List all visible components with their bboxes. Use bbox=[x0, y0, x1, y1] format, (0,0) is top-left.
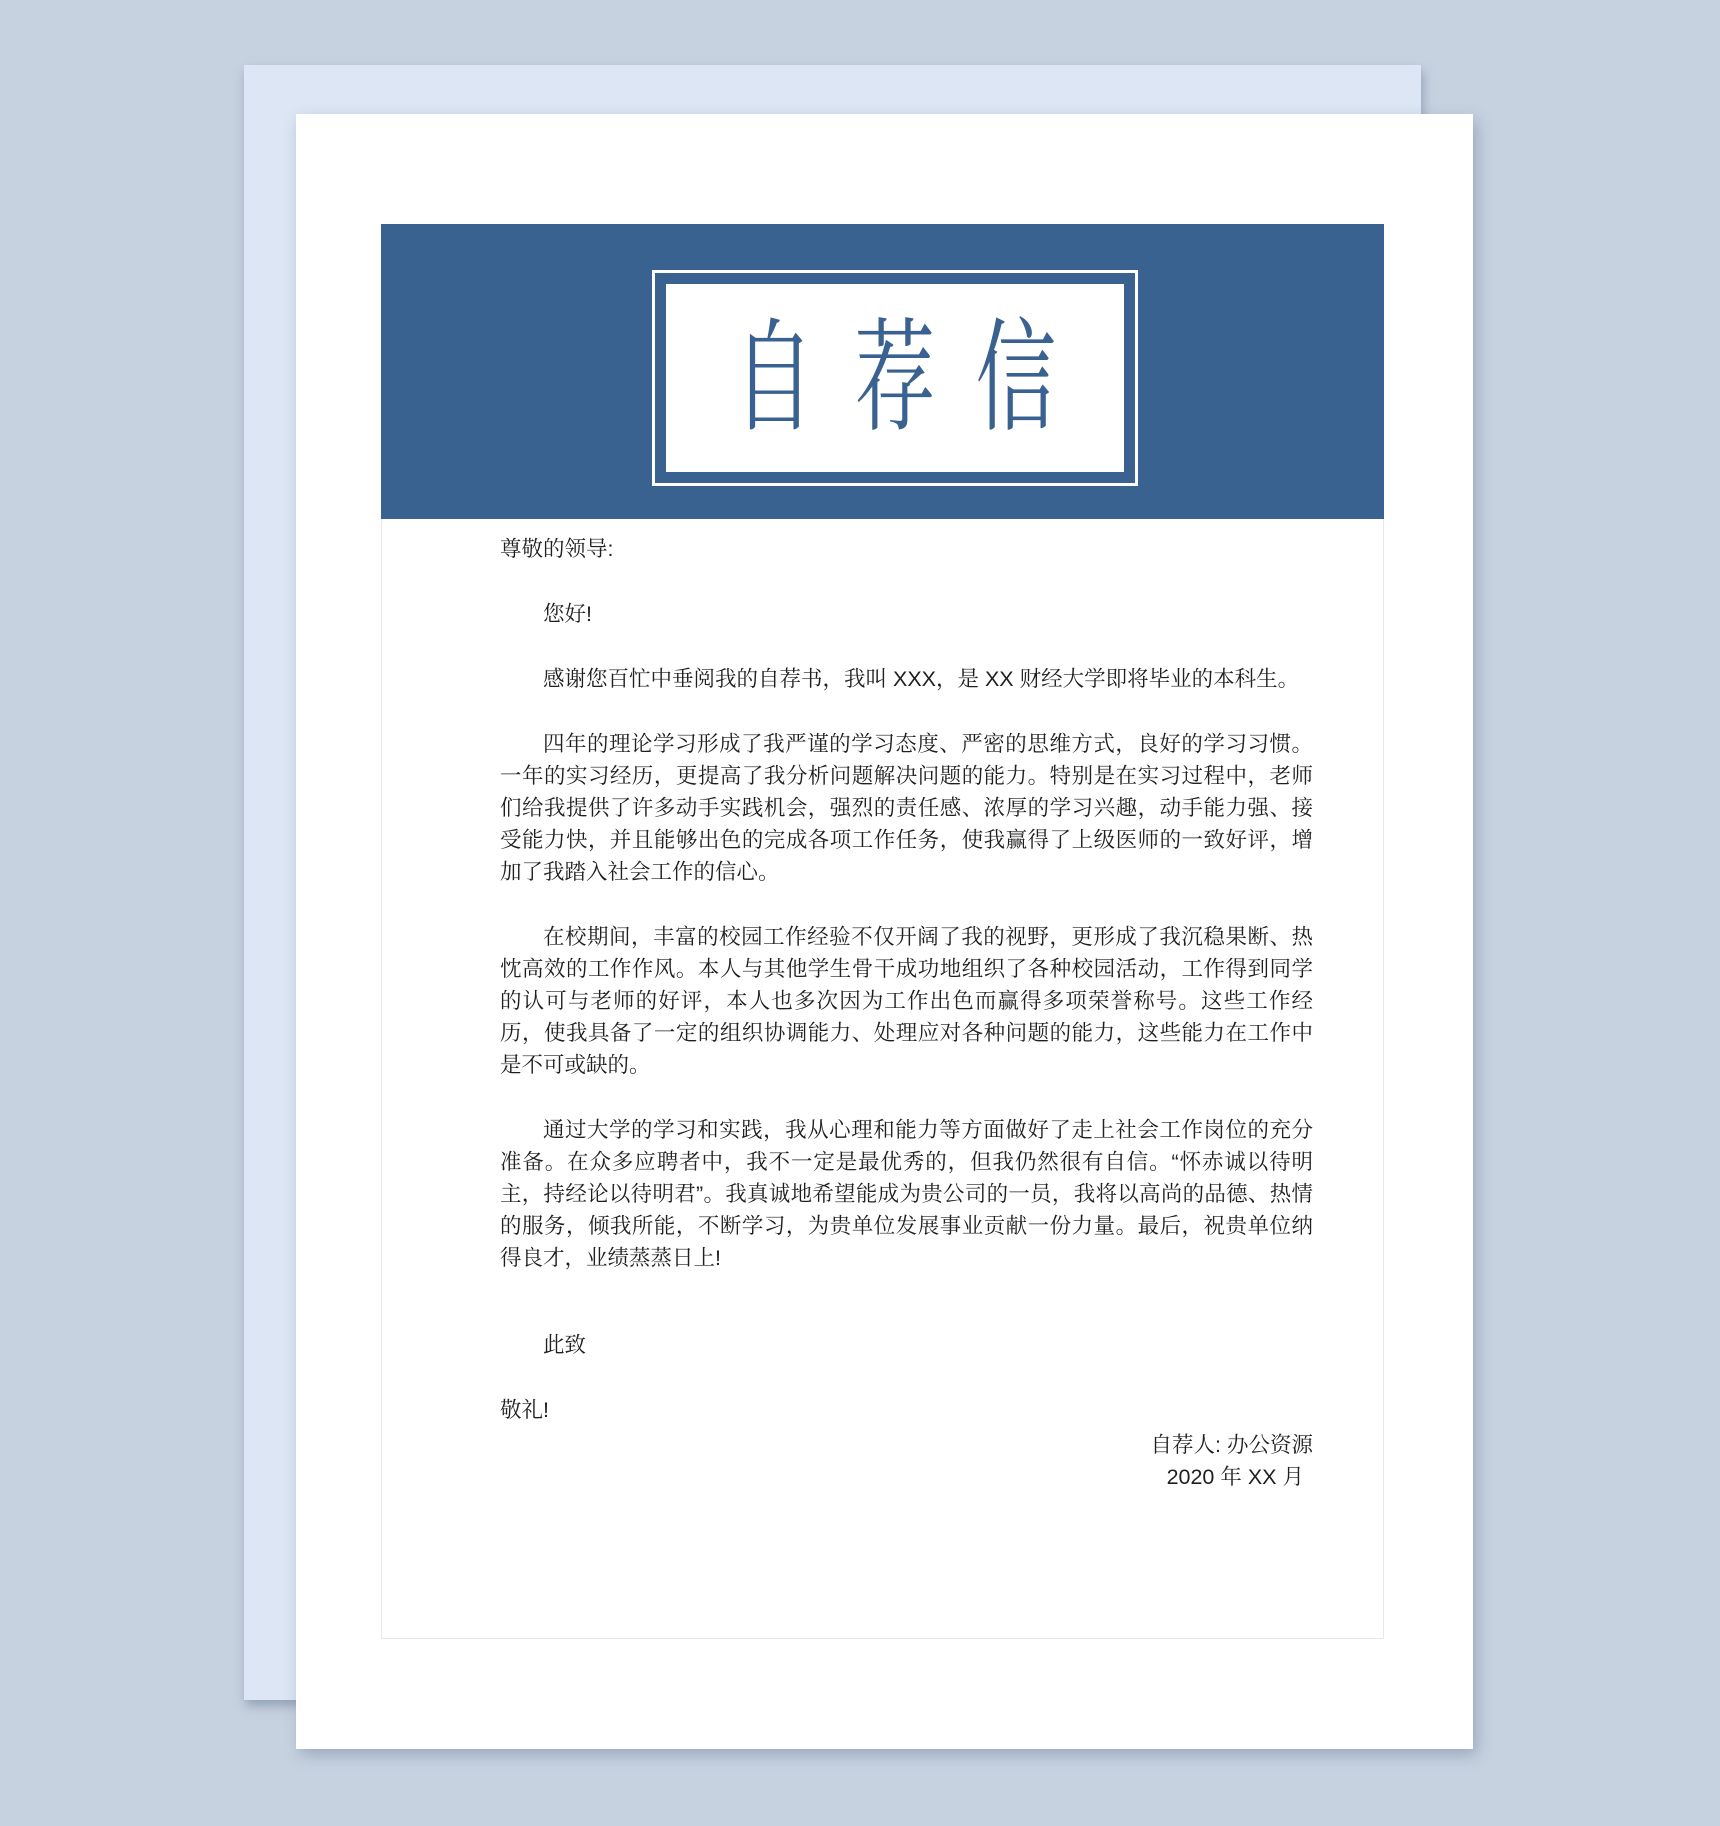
title-box bbox=[666, 284, 1124, 472]
signature-name: 自荐人: 办公资源 bbox=[1150, 1433, 1313, 1457]
letter-paragraph: 感谢您百忙中垂阅我的自荐书，我叫 XXX，是 XX 财经大学即将毕业的本科生。 bbox=[543, 667, 1300, 691]
letter-paragraph: 四年的理论学习形成了我严谨的学习态度、严密的思维方式，良好的学习习惯。一年的实习经历，更提高了我分析问题解决问题的能力。特别是在实习过程中，老师们给我提供了许多动手实践机会，强烈的责任感、浓厚的学习兴趣，动手能力强、接受能力快，并且能够出色的完成各项工作任务，使我赢得了上级医师的一致好评，增加了我踏入社会工作的信心。 bbox=[500, 732, 1313, 884]
title-char-3: 信 bbox=[975, 309, 1057, 446]
content-frame bbox=[381, 224, 1384, 1639]
title-char-1: 自 bbox=[733, 309, 815, 446]
closing-salute: 敬礼! bbox=[500, 1398, 549, 1422]
letter-body bbox=[500, 533, 1313, 1493]
letter-paragraph: 通过大学的学习和实践，我从心理和能力等方面做好了走上社会工作岗位的充分准备。在众多应聘者中，我不一定是最优秀的，但我仍然很有自信。“怀赤诚以待明主，持经论以待明君”。我真诚地希望能成为贵公司的一员，我将以高尚的品德、热情的服务，倾我所能，不断学习，为贵单位发展事业贡献一份力量。最后，祝贵单位纳得良才，业绩蒸蒸日上! bbox=[500, 1118, 1313, 1270]
letter-paragraph: 在校期间，丰富的校园工作经验不仅开阔了我的视野，更形成了我沉稳果断、热忱高效的工作作风。本人与其他学生骨干成功地组织了各种校园活动，工作得到同学的认可与老师的好评，本人也多次因为工作出色而赢得多项荣誉称号。这些工作经历，使我具备了一定的组织协调能力、处理应对各种问题的能力，这些能力在工作中是不可或缺的。 bbox=[500, 925, 1313, 1077]
letter-page bbox=[296, 114, 1473, 1749]
letter-salutation: 尊敬的领导: bbox=[500, 537, 614, 561]
letter-paragraph: 您好! bbox=[543, 602, 592, 626]
title-box-frame bbox=[652, 270, 1138, 486]
signature-date: 2020 年 XX 月 bbox=[1166, 1465, 1304, 1489]
title-banner bbox=[381, 224, 1384, 519]
signature-block bbox=[500, 1429, 1313, 1493]
closing-sincerely: 此致 bbox=[543, 1333, 587, 1357]
title-char-2: 荐 bbox=[854, 309, 936, 446]
